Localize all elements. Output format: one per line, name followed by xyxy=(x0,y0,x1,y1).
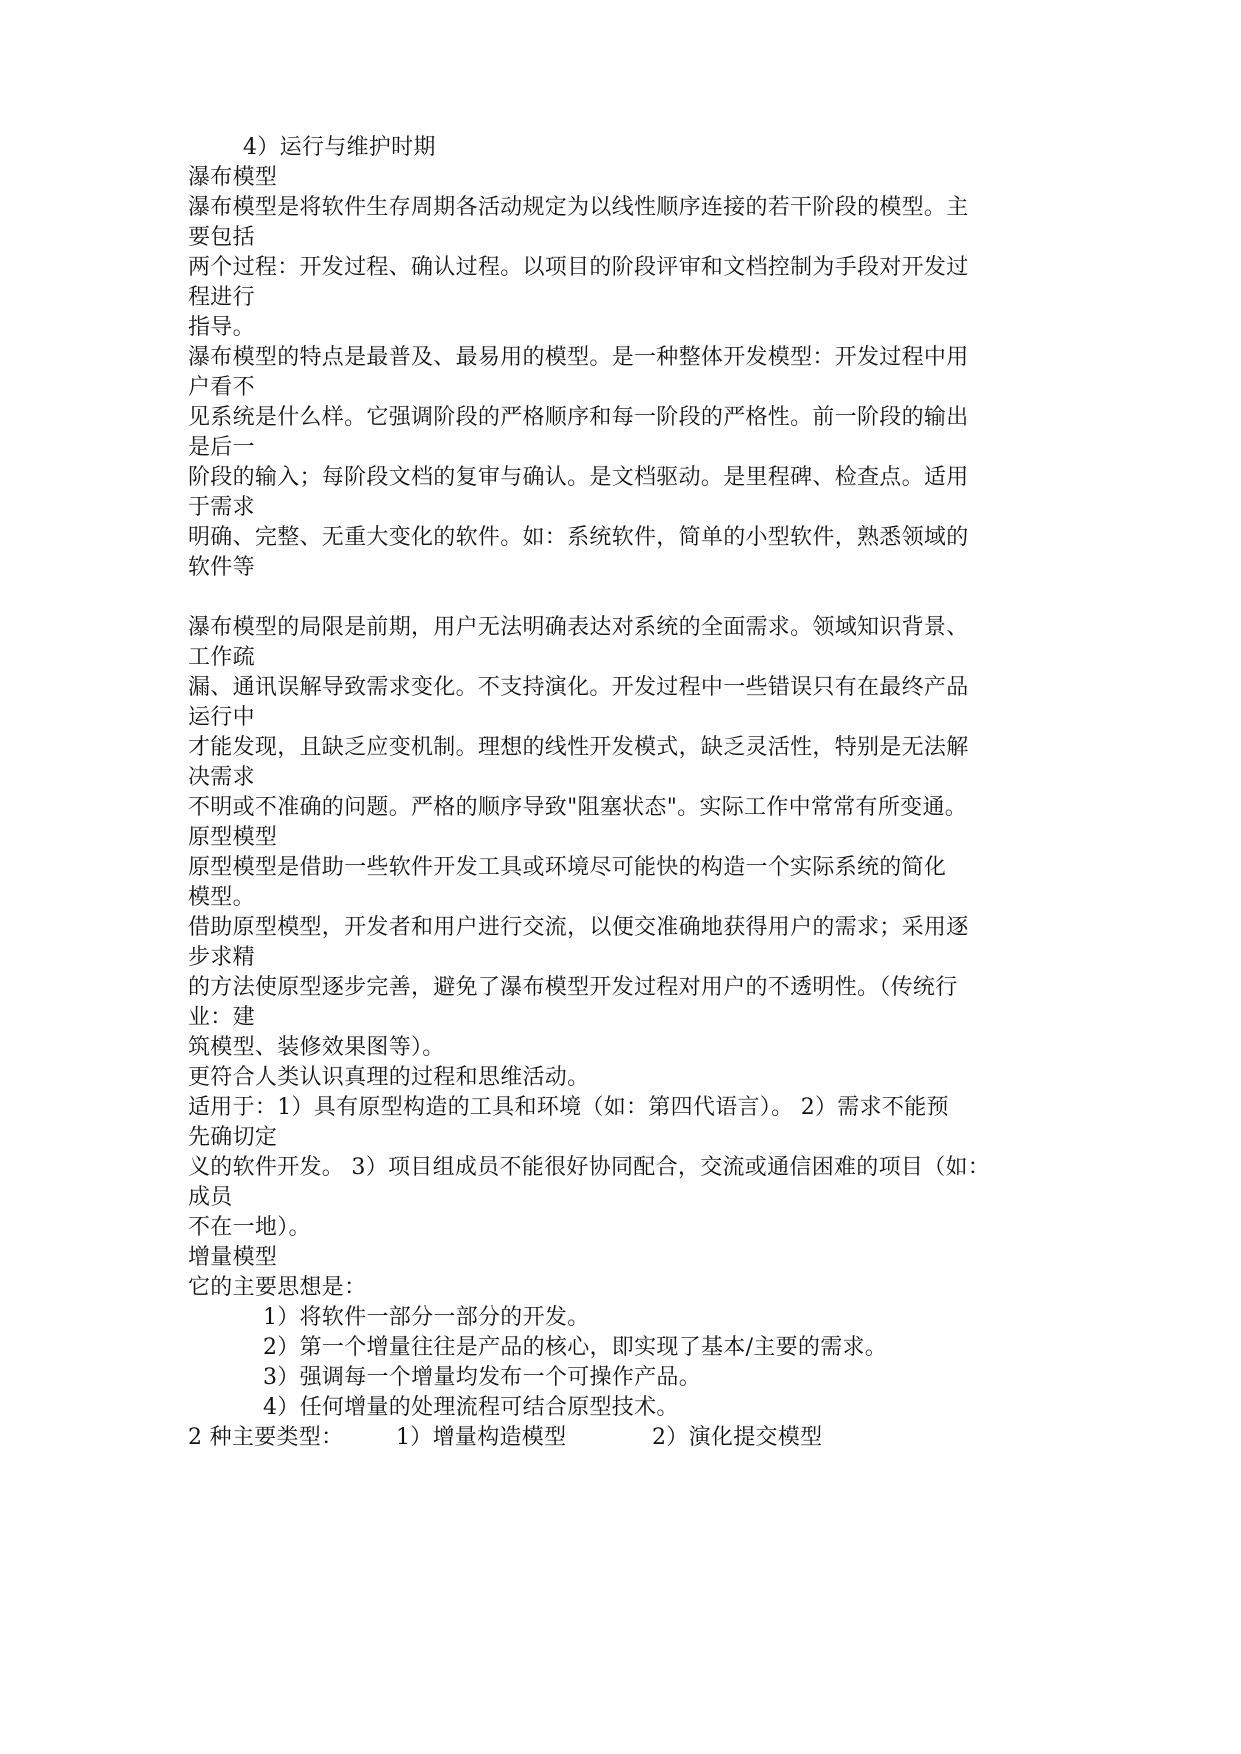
list-item: 4）任何增量的处理流程可结合原型技术。 xyxy=(263,1395,679,1420)
list-item: 2）第一个增量往往是产品的核心，即实现了基本/主要的需求。 xyxy=(263,1335,888,1360)
type-item: 1）增量构造模型 xyxy=(396,1425,567,1450)
text-line: 户看不 xyxy=(188,375,255,400)
text-line: 见系统是什么样。它强调阶段的严格顺序和每一阶段的严格性。前一阶段的输出 xyxy=(188,405,969,430)
text-line: 不明或不准确的问题。严格的顺序导致"阻塞状态"。实际工作中常常有所变通。 xyxy=(188,795,968,820)
section-heading: 原型模型 xyxy=(188,825,278,850)
text-line: 明确、完整、无重大变化的软件。如：系统软件，简单的小型软件，熟悉领域的 xyxy=(188,525,969,550)
text-line: 不在一地）。 xyxy=(188,1215,311,1240)
list-item: 1）将软件一部分一部分的开发。 xyxy=(263,1305,590,1330)
text-line: 瀑布模型的特点是最普及、最易用的模型。是一种整体开发模型：开发过程中用 xyxy=(188,345,969,370)
text-line: 先确切定 xyxy=(188,1125,278,1150)
section-heading: 4）运行与维护时期 xyxy=(243,135,436,160)
text-line: 要包括 xyxy=(188,225,255,250)
text-line: 更符合人类认识真理的过程和思维活动。 xyxy=(188,1065,590,1090)
text-line: 的方法使原型逐步完善，避免了瀑布模型开发过程对用户的不透明性。（传统行 xyxy=(188,975,958,1000)
text-line: 漏、通讯误解导致需求变化。不支持演化。开发过程中一些错误只有在最终产品 xyxy=(188,675,969,700)
types-row xyxy=(188,1423,1088,1453)
list-item: 3）强调每一个增量均发布一个可操作产品。 xyxy=(263,1365,701,1390)
text-line: 筑模型、装修效果图等）。 xyxy=(188,1035,445,1060)
text-line: 软件等 xyxy=(188,555,255,580)
text-line: 工作疏 xyxy=(188,645,255,670)
types-label: 2 种主要类型： xyxy=(188,1425,344,1450)
text-line: 业：建 xyxy=(188,1005,255,1030)
text-line: 原型模型是借助一些软件开发工具或环境尽可能快的构造一个实际系统的简化 xyxy=(188,855,947,880)
text-line: 运行中 xyxy=(188,705,255,730)
text-line: 阶段的输入；每阶段文档的复审与确认。是文档驱动。是里程碑、检查点。适用 xyxy=(188,465,969,490)
text-line: 模型。 xyxy=(188,885,255,910)
text-line: 它的主要思想是： xyxy=(188,1275,367,1300)
text-line: 才能发现，且缺乏应变机制。理想的线性开发模式，缺乏灵活性，特别是无法解 xyxy=(188,735,969,760)
text-line: 瀑布模型的局限是前期，用户无法明确表达对系统的全面需求。领域知识背景、 xyxy=(188,615,969,640)
text-line: 成员 xyxy=(188,1185,233,1210)
text-line: 适用于：1）具有原型构造的工具和环境（如：第四代语言）。 2）需求不能预 xyxy=(188,1095,949,1120)
text-line: 瀑布模型是将软件生存周期各活动规定为以线性顺序连接的若干阶段的模型。主 xyxy=(188,195,969,220)
text-line: 是后一 xyxy=(188,435,255,460)
text-line: 步求精 xyxy=(188,945,255,970)
text-line: 两个过程：开发过程、确认过程。以项目的阶段评审和文档控制为手段对开发过 xyxy=(188,255,969,280)
section-heading: 增量模型 xyxy=(188,1245,278,1270)
type-item: 2）演化提交模型 xyxy=(652,1425,823,1450)
text-line: 义的软件开发。 3）项目组成员不能很好协同配合，交流或通信困难的项目（如： xyxy=(188,1155,991,1180)
text-line: 程进行 xyxy=(188,285,255,310)
text-line: 于需求 xyxy=(188,495,255,520)
text-line: 指导。 xyxy=(188,315,255,340)
text-line: 决需求 xyxy=(188,765,255,790)
text-line: 借助原型模型，开发者和用户进行交流，以便交准确地获得用户的需求；采用逐 xyxy=(188,915,969,940)
section-heading: 瀑布模型 xyxy=(188,165,278,190)
